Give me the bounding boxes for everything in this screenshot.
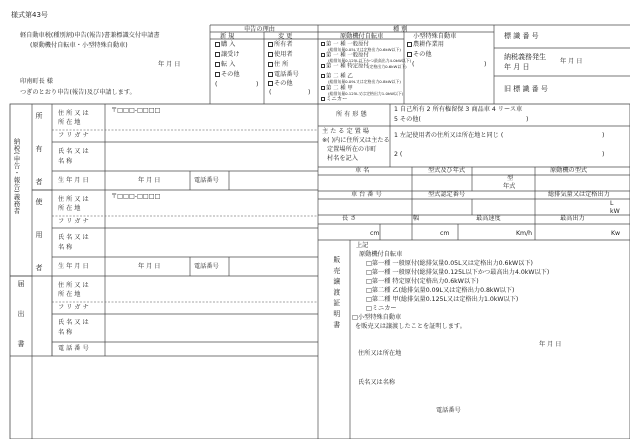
owner-birth-label: 生 年 月 日 [58,177,89,184]
length-label: 長 さ [342,215,357,222]
storage-option-1-close: ) [602,132,605,139]
checkbox[interactable] [407,42,412,47]
certificate-moped-header: 原動機付自転車 [359,251,403,258]
checkbox[interactable] [215,42,220,47]
owner-birth-value: 年 月 日 [138,177,161,184]
storage-option-2: 2 ( [394,151,403,158]
certificate-name-label: 氏名又は名称 [358,379,396,386]
reason-change-phone[interactable]: 電話番号 [268,72,299,78]
moped-header: 原動機付自転車 [340,33,384,40]
type-moped-class-5[interactable]: 第 二 種 甲 [321,86,353,92]
owner-label-2: 有 [35,145,43,152]
vehicle-model-sub: 型 [507,175,514,182]
checkbox[interactable] [321,86,325,90]
checkbox[interactable] [215,72,220,77]
reason-change-user[interactable]: 使用者 [268,52,293,58]
ownership-form-options: 1 自己所有 2 所有権留保 3 商品車 4 リース車 [394,106,523,113]
max-output-label: 最高出力 [560,215,585,222]
width-label: 幅 [413,215,420,222]
owner-label-3: 者 [35,178,43,185]
type-moped-class-2[interactable]: 第 一 種 一般原付 [321,53,369,59]
obligation-date-label-2: 年 月 日 [504,63,530,71]
speed-unit: Km/h [516,230,533,237]
mayor-line: 印南町長 様 [20,78,53,85]
width-unit: cm [440,230,450,237]
certificate-address-label: 住所又は所在地 [358,350,402,357]
reason-new-paren-close: ) [256,81,259,88]
checkbox[interactable] [321,74,325,78]
reason-change-address[interactable]: 住 所 [268,62,288,68]
displacement-liter-unit: L [610,200,614,207]
approved-model-label: 型式認定番号 [428,191,466,198]
checkbox[interactable] [215,52,220,57]
user-phone-label: 電話番号 [194,263,219,270]
reason-new-transfer[interactable]: 譲受け [215,52,240,58]
filer-address-label-1: 住 所 又 は [58,282,89,289]
new-header: 新 規 [220,33,235,40]
filer-name-label-1: 氏 名 又 は [58,319,89,326]
user-address-label-2: 所 在 地 [58,205,81,212]
reason-new-purchase[interactable]: 購 入 [215,42,235,48]
displacement-kw-unit: kW [610,208,620,215]
type-moped-class-1-spec: (総排気量0.05L又は定格出力0.6kW以下) [328,47,401,52]
filer-label-1: 届 [17,280,25,287]
certificate-class-4: □第二種 乙(総排気量0.09L又は定格出力0.8kW以下) [366,287,515,294]
plate-number-label: 標 識 番 号 [504,32,539,40]
obligation-date-value: 年 月 日 [560,58,583,65]
length-unit: cm [370,230,380,237]
filer-address-label-2: 所 在 地 [58,291,81,298]
reason-change-owner[interactable]: 所有者 [268,42,293,48]
type-special-paren-open: ( [412,61,415,68]
filer-label-2: 出 [17,310,25,317]
type-moped-class-3[interactable]: 第 一 種 特定原付 [321,64,369,70]
certificate-class-1: □第一種 一般原付(総排気量0.05L又は定格出力0.6kW以下) [366,260,533,267]
owner-address-label-1: 住 所 又 は [58,110,89,117]
owner-phone-label: 電話番号 [194,177,219,184]
reason-new-other[interactable]: その他 [215,72,240,78]
certificate-date: 年 月 日 [539,341,562,348]
checkbox[interactable] [321,42,325,46]
engine-model-label: 原動機の型式 [550,167,588,174]
application-date: 年 月 日 [158,61,181,68]
user-label-2: 用 [35,231,43,238]
certificate-class-2: □第一種 一般原付(総排気量0.125L以下かつ最高出力4.0kW以下) [366,269,550,276]
storage-label-1: 主 た る 定 置 場 [322,128,369,135]
chassis-number-label: 車 台 番 号 [351,191,382,198]
storage-label-3: 定置場所在の市町 [327,146,377,153]
checkbox[interactable] [268,52,273,57]
displacement-label: 総排気量又は定格出力 [548,191,610,198]
type-special-farm[interactable]: 農耕作業用 [407,42,444,48]
storage-option-1: 1 左記使用者の住所又は所在地と同じ ( [394,132,504,139]
form-number: 様式第43号 [11,11,48,19]
type-minicar[interactable]: ミニカー [321,97,348,103]
user-label-3: 者 [35,264,43,271]
user-birth-label: 生 年 月 日 [58,263,89,270]
ownership-form-other: 5 その他( [394,116,421,123]
type-special-paren-close: ) [484,61,487,68]
checkbox[interactable] [407,52,412,57]
owner-furigana-label: フ リ ガ ナ [58,132,89,139]
owner-name-label-1: 氏 名 又 は [58,148,89,155]
user-address-label-1: 住 所 又 は [58,196,89,203]
vehicle-model-year-label: 型式及び年式 [428,167,466,174]
vehicle-name-label: 車 名 [355,167,370,174]
reason-new-paren-open: ( [215,81,218,88]
type-moped-class-4-spec: (総排気量0.09L又は定格出力0.8kW以下) [328,79,401,84]
type-header: 種 別 [393,26,408,33]
certificate-statement: を販売又は譲渡したことを証明します。 [355,323,466,330]
change-header: 変 更 [278,33,293,40]
checkbox[interactable] [215,62,220,67]
owner-name-label-2: 名 称 [58,158,73,165]
filer-label-3: 書 [17,340,25,347]
checkbox[interactable] [321,64,325,68]
obligation-date-label-1: 納税義務発生 [504,53,546,61]
ownership-form-label: 所 有 形 態 [336,111,367,118]
application-subtitle: (原動機付自転車・小型特殊自動車) [30,42,128,49]
certificate-class-3: □第一種 特定原付(定格出力0.6kW以下) [366,278,479,285]
type-moped-class-2-spec: (総排気量0.125L以下かつ最高出力4.0kW以下) [328,58,412,63]
user-birth-value: 年 月 日 [138,263,161,270]
filer-furigana-label: フ リ ガ ナ [58,304,89,311]
storage-label-4: 村名を記入 [327,155,358,162]
certificate-intro: 上記 [356,242,369,249]
checkbox[interactable] [268,42,273,47]
type-moped-class-5-spec: (総排気量0.125L又は定格出力1.0kW以下) [328,91,404,96]
reason-change-other[interactable]: その他 [268,81,293,87]
user-name-label-2: 名 称 [58,244,73,251]
output-unit: Kw [611,230,621,237]
certificate-phone-label: 電話番号 [436,407,461,414]
filer-phone-label: 電 話 番 号 [58,345,89,352]
owner-postal-code[interactable]: 〒□□□-□□□□ [111,107,161,114]
reason-change-paren-close: ) [308,89,311,96]
checkbox[interactable] [268,62,273,67]
owner-label-1: 所 [35,112,43,119]
application-title: 軽自動車税(種別割)申告(報告)書兼標識交付申請書 [20,32,160,39]
type-moped-class-4[interactable]: 第 二 種 乙 [321,74,353,80]
user-furigana-label: フ リ ガ ナ [58,218,89,225]
type-special-other[interactable]: その他 [407,52,432,58]
checkbox[interactable] [268,81,273,86]
checkbox[interactable] [321,97,325,101]
max-speed-label: 最高速度 [476,215,501,222]
certificate-section-label: 販売譲渡証明書 [331,256,340,332]
checkbox[interactable] [321,53,325,57]
user-postal-code[interactable]: 〒□□□-□□□□ [111,193,161,200]
old-plate-number-label: 旧 標 識 番 号 [504,85,548,93]
reason-change-paren-open: ( [269,89,272,96]
certificate-minicar: □ミニカー [366,305,397,312]
reason-new-move-in[interactable]: 転 入 [215,62,235,68]
owner-address-label-2: 所 在 地 [58,119,81,126]
vehicle-year-sub: 年式 [503,183,516,190]
certificate-class-5: □第二種 甲(総排気量0.125L又は定格出力1.0kW以下) [366,296,519,303]
application-statement: つぎのとおり申告(報告)及び申請します。 [20,89,136,96]
storage-label-2: ※( )内に住所又は主たる [322,137,390,144]
special-vehicle-header: 小型特殊自動車 [413,33,457,40]
type-moped-class-3-spec: (定格出力0.6kW以下) [368,64,407,69]
taxpayer-section-label: 納税(申告・報告)義務者 [12,138,21,215]
user-name-label-1: 氏 名 又 は [58,234,89,241]
certificate-special-vehicle: □小型特殊自動車 [352,314,402,321]
ownership-form-other-close: ) [526,116,529,123]
reason-header: 申告の理由 [244,26,275,33]
type-moped-class-1[interactable]: 第 一 種 一般原付 [321,42,369,48]
checkbox[interactable] [268,72,273,77]
user-label-1: 使 [35,198,43,205]
storage-option-2-close: ) [602,151,605,158]
filer-name-label-2: 名 称 [58,329,73,336]
